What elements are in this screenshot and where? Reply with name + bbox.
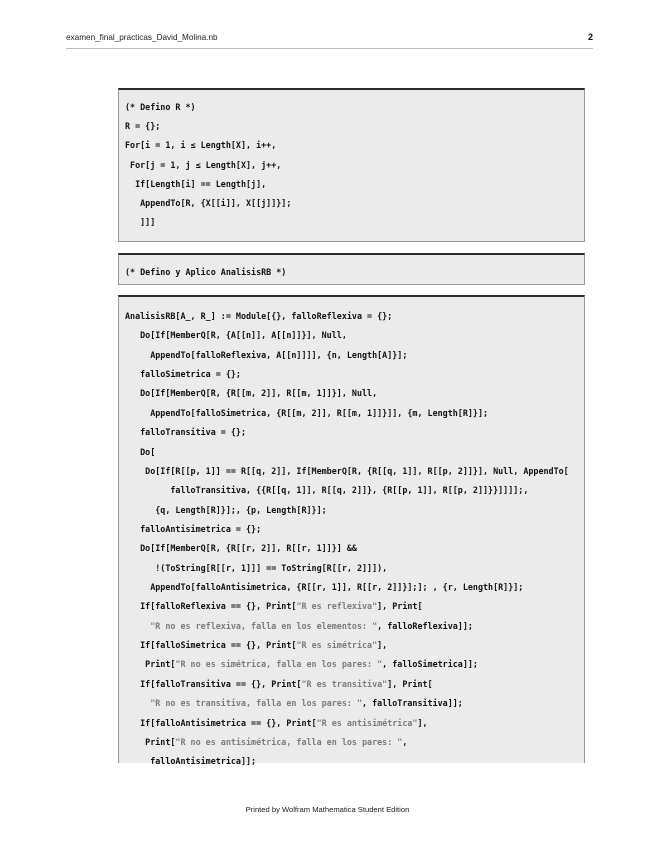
code-line: falloTransitiva, {{R[[q, 1]], R[[q, 2]]}, {R[[p, 1]], R[[p, 2]]}}]]]];, (125, 485, 529, 496)
input-cell-analisis-rb[interactable] (118, 295, 585, 767)
string-literal: "R no es simétrica, falla en los pares: " (175, 659, 383, 670)
input-cell-define-r[interactable] (118, 88, 585, 242)
page-footer: Printed by Wolfram Mathematica Student Edition (245, 805, 410, 814)
string-literal: "R es transitiva" (301, 678, 388, 689)
code-line: AppendTo[R, {X[[i]], X[[j]]}]; (125, 198, 292, 209)
code-line: Do[If[MemberQ[R, {A[[n]], A[[n]]}], Null, (125, 330, 347, 341)
code-line: If[falloReflexiva == {}, Print["R es reflexiva"], Print[ (125, 601, 423, 612)
code-line: AnalisisRB[A_, R_] := Module[{}, falloReflexiva = {}; (125, 311, 393, 321)
code-line: (* Defino R *) (125, 102, 196, 112)
code-analisis-rb (125, 307, 569, 772)
code-line: R = {}; (125, 121, 161, 132)
string-literal: "R no es antisimétrica, falla en los pares: " (175, 736, 403, 747)
code-line: falloTransitiva = {}; (125, 427, 247, 438)
code-line: falloAntisimetrica = {}; (125, 523, 262, 534)
code-line: Print["R no es antisimétrica, falla en los pares: ", (125, 736, 408, 747)
code-line: falloSimetrica = {}; (125, 369, 241, 380)
code-line: AppendTo[falloSimetrica, {R[[m, 2]], R[[m, 1]]}]], {m, Length[R]}]; (125, 407, 489, 418)
code-line: (* Defino y Aplico AnalisisRB *) (125, 267, 287, 277)
input-cell-comment-analisis[interactable] (118, 253, 585, 285)
code-line: falloAntisimetrica]]; (125, 756, 257, 767)
code-line: Do[ (125, 446, 156, 457)
code-line: AppendTo[falloReflexiva, A[[n]]]], {n, Length[A]}]; (125, 349, 408, 360)
code-line: Do[If[MemberQ[R, {R[[r, 2]], R[[r, 1]]}] && (125, 543, 357, 554)
string-literal: "R es reflexiva" (296, 601, 378, 612)
code-line: Do[If[MemberQ[R, {R[[m, 2]], R[[m, 1]]}], Null, (125, 388, 378, 399)
code-line: For[j = 1, j ≤ Length[X], j++, (125, 159, 282, 170)
code-line: Print["R no es simétrica, falla en los pares: ", falloSimetrica]]; (125, 659, 478, 670)
code-line: For[i = 1, i ≤ Length[X], i++, (125, 140, 277, 151)
code-comment-analisis (125, 264, 286, 280)
page-number: 2 (587, 32, 593, 42)
code-line: ]]] (125, 217, 156, 228)
code-line: AppendTo[falloAntisimetrica, {R[[r, 1]], R[[r, 2]]}];]; , {r, Length[R]}]; (125, 582, 524, 593)
code-line: !(ToString[R[[r, 1]]] == ToString[R[[r, 2]]]), (125, 562, 388, 573)
string-literal: "R es simétrica" (296, 640, 378, 651)
string-literal: "R es antisimétrica" (316, 717, 418, 728)
code-line: "R no es transitiva, falla en los pares: ", falloTransitiva]]; (150, 698, 463, 709)
code-line: If[falloAntisimetrica == {}, Print["R es antisimétrica"], (125, 717, 428, 728)
code-define-r (125, 98, 291, 232)
code-line: If[falloSimetrica == {}, Print["R es simétrica"], (125, 640, 388, 651)
code-line: If[Length[i] == Length[j], (125, 178, 267, 189)
page-header (66, 33, 593, 49)
string-literal: "R no es reflexiva, falla en los elementos: " (150, 620, 378, 631)
code-line: "R no es reflexiva, falla en los elementos: ", falloReflexiva]]; (150, 620, 473, 631)
code-line: {q, Length[R]}];, {p, Length[R]}]; (125, 504, 327, 515)
string-literal: "R no es transitiva, falla en los pares: " (150, 698, 362, 709)
code-line: Do[If[R[[p, 1]] == R[[q, 2]], If[MemberQ[R, {R[[q, 1]], R[[p, 2]]}], Null, AppendTo[ (125, 465, 569, 476)
code-line: If[falloTransitiva == {}, Print["R es transitiva"], Print[ (125, 678, 433, 689)
notebook-filename: examen_final_practicas_David_Molina.nb (66, 33, 218, 42)
